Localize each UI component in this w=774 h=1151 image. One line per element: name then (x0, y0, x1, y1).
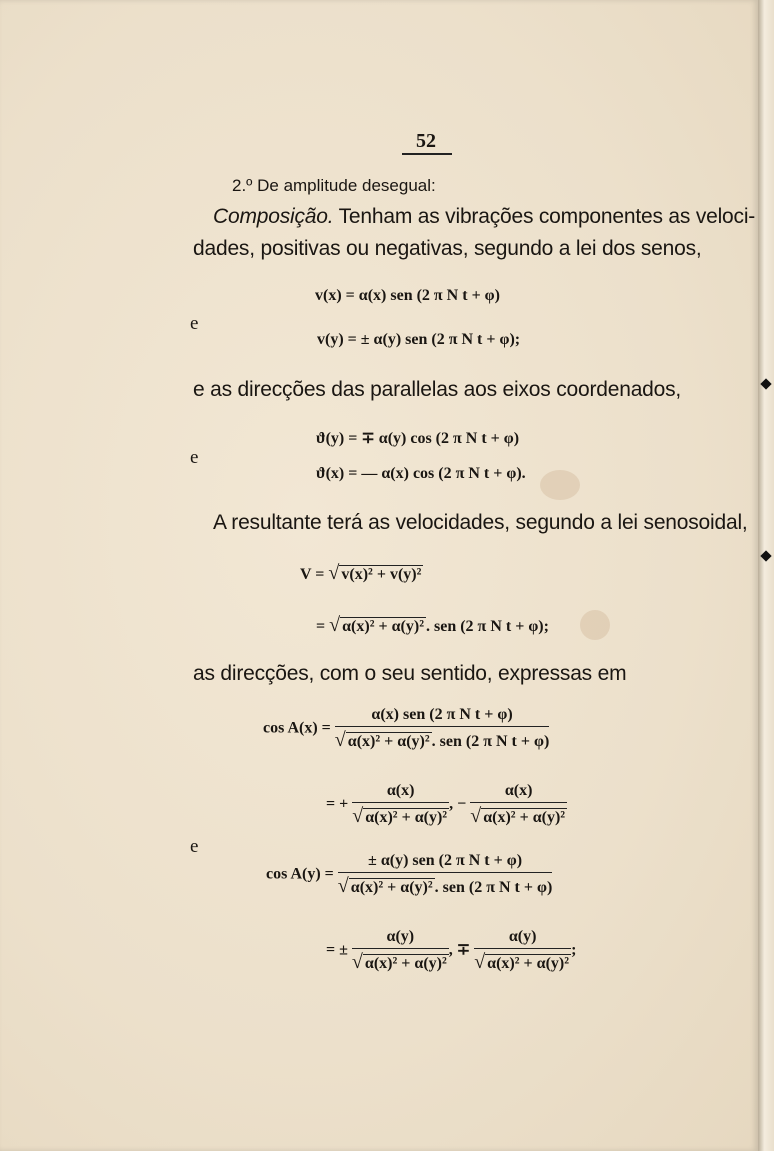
paragraph-4: as direcções, com o seu sentido, expressas em (193, 662, 627, 685)
radicand: α(x)² + α(y)² (483, 809, 566, 826)
sqrt-icon: √ (474, 951, 486, 973)
paragraph-2: e as direcções das parallelas aos eixos coordenados, (193, 378, 682, 401)
denominator (338, 873, 553, 898)
sqrt-icon: √ (334, 729, 346, 751)
radicand: α(x)² + α(y)² (487, 955, 570, 972)
equation-resultant-expanded (316, 614, 549, 637)
denominator (352, 803, 449, 828)
fraction (335, 706, 550, 752)
paragraph-3: A resultante terá as velocidades, segundo a lei senosoidal, (213, 511, 748, 534)
sqrt-icon: √ (352, 805, 364, 827)
fraction (474, 928, 571, 974)
radicand: α(x)² + α(y)² (347, 733, 430, 750)
paragraph-1-text: Tenham as vibrações componentes as veloci- (333, 205, 756, 228)
paragraph-1-line-2: dades, positivas ou negativas, segundo a lei dos senos, (193, 237, 702, 260)
equation-resultant (300, 562, 423, 585)
fraction (352, 928, 449, 974)
radicand: v(x)² + v(y)² (341, 566, 422, 583)
composicao-label: Composição. (213, 205, 334, 228)
sqrt-icon: √ (470, 805, 482, 827)
conjunction-e: e (190, 836, 199, 857)
terminator: ; (571, 941, 577, 959)
equation-vx: v(x) = α(x) sen (2 π N t + φ) (315, 287, 500, 304)
page-number-rule (402, 153, 452, 155)
equation-lhs: = ± (326, 941, 348, 959)
separator: , − (449, 795, 467, 813)
equation-lhs: = (316, 618, 326, 635)
sqrt-icon: √ (329, 614, 341, 636)
fraction (352, 782, 449, 828)
radicand: α(x)² + α(y)² (365, 809, 448, 826)
paper-stain (580, 610, 610, 640)
radicand: α(x)² + α(y)² (364, 955, 447, 972)
page-number: 52 (416, 130, 436, 152)
radicand: α(x)² + α(y)² (350, 879, 433, 896)
equation-resultant-lhs: V = (300, 566, 325, 583)
denominator-tail: . sen (2 π N t + φ) (434, 879, 553, 896)
sqrt-icon: √ (351, 951, 363, 973)
denominator (470, 803, 567, 828)
equation-vy: v(y) = ± α(y) sen (2 π N t + φ); (317, 331, 521, 348)
equation-cos-ax (263, 706, 549, 752)
denominator (335, 727, 550, 752)
section-heading: 2.º De amplitude desegual: (232, 176, 436, 195)
separator: , ∓ (448, 941, 471, 959)
radicand: α(x)² + α(y)² (342, 618, 424, 635)
paper-stain (540, 470, 580, 500)
equation-cos-ax-simplified (326, 782, 567, 828)
page-edge (758, 0, 774, 1151)
numerator: α(y) (474, 928, 571, 949)
cos-ay-lhs: cos A(y) = (266, 865, 334, 883)
conjunction-e: e (190, 447, 199, 468)
equation-lhs: = + (326, 795, 349, 813)
numerator: α(x) (352, 782, 449, 803)
numerator: ± α(y) sen (2 π N t + φ) (338, 852, 553, 873)
equation-theta-y: ϑ(y) = ∓ α(y) cos (2 π N t + φ) (316, 430, 520, 447)
equation-cos-ay (266, 852, 552, 898)
paragraph-1-line-1 (213, 205, 755, 229)
equation-tail: . sen (2 π N t + φ); (426, 618, 549, 635)
conjunction-e: e (190, 313, 199, 334)
cos-ax-lhs: cos A(x) = (263, 719, 331, 737)
sqrt-icon: √ (337, 875, 349, 897)
numerator: α(y) (352, 928, 449, 949)
denominator-tail: . sen (2 π N t + φ) (431, 733, 550, 750)
equation-theta-x: ϑ(x) = — α(x) cos (2 π N t + φ). (316, 465, 526, 482)
fraction (470, 782, 567, 828)
numerator: α(x) sen (2 π N t + φ) (335, 706, 550, 727)
denominator (474, 949, 571, 974)
fraction (338, 852, 553, 898)
numerator: α(x) (470, 782, 567, 803)
equation-cos-ay-simplified (326, 928, 576, 974)
denominator (352, 949, 449, 974)
sqrt-icon: √ (328, 562, 340, 584)
